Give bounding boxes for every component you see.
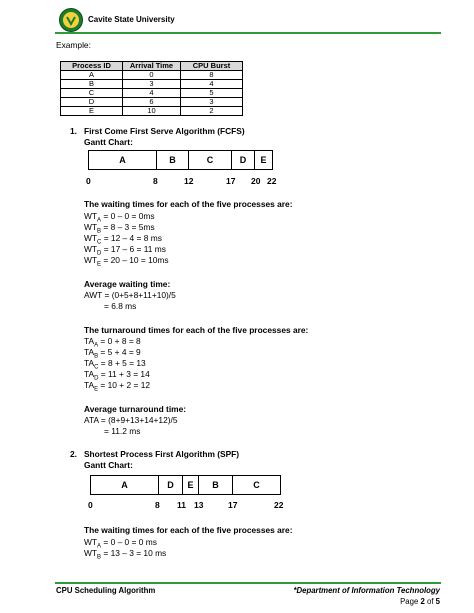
fcfs-avg-ta-heading: Average turnaround time: (84, 404, 187, 414)
gantt-block-e: E (260, 155, 267, 165)
example-label: Example: (56, 40, 91, 50)
fcfs-gantt-chart (88, 150, 273, 170)
footer-rule (55, 582, 441, 584)
fcfs-turnaround-heading: The turnaround times for each of the five processes are: (84, 325, 309, 335)
gantt-tick: 17 (228, 500, 238, 510)
fcfs-avg-wait-heading: Average waiting time: (84, 279, 171, 289)
gantt-tick: 0 (88, 500, 93, 510)
table-cell: 2 (181, 107, 243, 116)
table-cell: D (61, 98, 123, 107)
gantt-block-a: A (89, 151, 157, 169)
ta-line: $TA_A = 0 + 8 = 8$ (84, 336, 141, 349)
table-cell: 3 (181, 98, 243, 107)
ta-line: $TA_B = 5 + 4 = 9$ (84, 347, 141, 360)
gantt-block-e: E (183, 476, 199, 494)
column-header: Arrival Time (123, 62, 181, 71)
gantt-block-d: D (232, 151, 255, 169)
ta-line: $TA_E = 10 + 2 = 12$ (84, 380, 151, 393)
wait-line: $WT_A = 0 - 0 = 0ms$ (84, 211, 155, 224)
wait-line: $WT_C = 12 - 4 = 8$ ms (84, 233, 162, 246)
gantt-tick: 8 (155, 500, 160, 510)
footer-right: *Department of Information Technology (293, 586, 440, 595)
page-number: Page 2 of 5 (400, 597, 440, 606)
fcfs-title: 1. First Come First Serve Algorithm (FCFS) (70, 126, 245, 136)
fcfs-avg-wait-formula: AWT = (0+5+8+11+10)/5 (84, 290, 176, 300)
wait-line: $WT_A = 0 - 0 = 0$ ms (84, 537, 157, 550)
table-cell: C (61, 89, 123, 98)
wait-line: $WT_D = 17 - 6 = 11$ ms (84, 244, 166, 257)
gantt-tick: 22 (267, 176, 277, 186)
fcfs-gantt-label: Gantt Chart: (84, 137, 133, 147)
table-cell: 5 (181, 89, 243, 98)
gantt-block-c: C (189, 151, 232, 169)
table-row (61, 107, 243, 116)
fcfs-avg-ta-result: = 11.2 ms (104, 426, 141, 436)
header-rule (55, 32, 441, 34)
gantt-block-b: B (199, 476, 233, 494)
gantt-tick: 0 (86, 176, 91, 186)
ta-line: $TA_C = 8 + 5 = 13$ (84, 358, 146, 371)
column-header: Process ID (61, 62, 123, 71)
table-cell: A (61, 71, 123, 80)
gantt-tick: 22 (274, 500, 284, 510)
table-cell: 4 (181, 80, 243, 89)
spf-gantt-label: Gantt Chart: (84, 460, 133, 470)
table-cell: 0 (123, 71, 181, 80)
spf-gantt-chart (90, 475, 281, 495)
wait-line: $WT_B = 13 - 3 = 10$ ms (84, 548, 167, 561)
gantt-tick: 8 (153, 176, 158, 186)
gantt-tick: 11 (177, 500, 186, 510)
wait-line: $WT_E = 20 - 10 = 10ms$ (84, 255, 169, 268)
process-table (60, 61, 243, 116)
table-cell: 6 (123, 98, 181, 107)
gantt-tick: 17 (226, 176, 236, 186)
fcfs-waiting-heading: The waiting times for each of the five processes are: (84, 199, 293, 209)
wait-line: $WT_B = 8 - 3 = 5ms$ (84, 222, 155, 235)
gantt-tick: 12 (184, 176, 194, 186)
gantt-block-d: D (159, 476, 183, 494)
fcfs-avg-wait-result: = 6.8 ms (104, 301, 137, 311)
spf-title: 2. Shortest Process First Algorithm (SPF) (70, 449, 240, 459)
table-cell: E (61, 107, 123, 116)
gantt-tick: 20 (251, 176, 261, 186)
table-cell: 4 (123, 89, 181, 98)
gantt-block-b: B (157, 151, 189, 169)
gantt-block-c: C (253, 480, 260, 490)
spf-waiting-heading: The waiting times for each of the five processes are: (84, 525, 293, 535)
table-cell: 8 (181, 71, 243, 80)
ta-line: $TA_D = 11 + 3 = 14$ (84, 369, 150, 382)
fcfs-avg-ta-formula: ATA = (8+9+13+14+12)/5 (84, 415, 178, 425)
university-name: Cavite State University (88, 15, 175, 24)
table-cell: 10 (123, 107, 181, 116)
table-cell: B (61, 80, 123, 89)
university-logo (59, 8, 83, 32)
gantt-tick: 13 (194, 500, 204, 510)
table-cell: 3 (123, 80, 181, 89)
footer-left: CPU Scheduling Algorithm (56, 586, 156, 595)
column-header: CPU Burst (181, 62, 243, 71)
gantt-block-a: A (91, 476, 159, 494)
